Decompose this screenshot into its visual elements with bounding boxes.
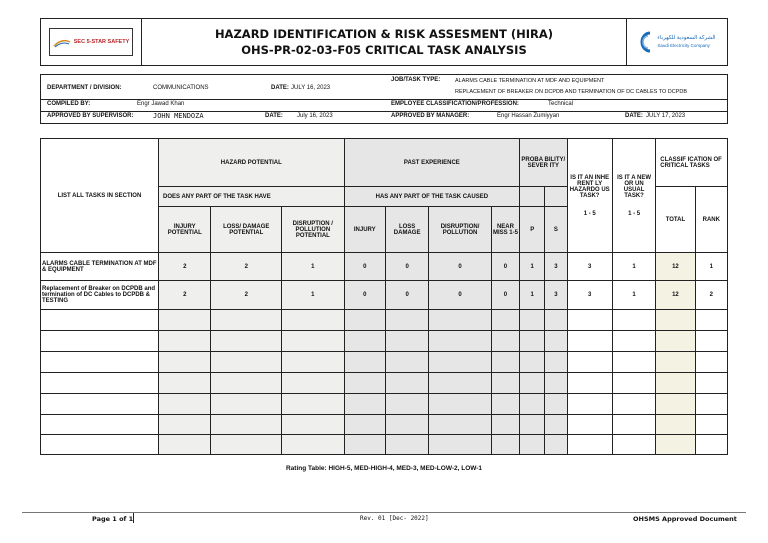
table-row-empty [41, 435, 728, 455]
manager-date-value: JULY 17, 2023 [646, 113, 686, 119]
document-header [40, 18, 728, 66]
table-row [41, 253, 728, 281]
cell-injury: 0 [344, 253, 385, 281]
page-number: Page 1 of 1 [92, 515, 134, 523]
revision-label: Rev. 01 [Dec- 2022] [360, 515, 429, 522]
rating-table-legend: Rating Table: HIGH-5, MED-HIGH-4, MED-3, MED-LOW-2, LOW-1 [285, 465, 483, 472]
cell-disruption-potential: 1 [282, 253, 345, 281]
footer-divider [22, 512, 746, 513]
supervisor-label: APPROVED BY SUPERVISOR: [47, 113, 134, 119]
header-past-experience: PAST EXPERIENCE [344, 139, 520, 187]
info-row-department [41, 75, 727, 100]
footer-separator [133, 513, 134, 523]
sec-company-logo-icon [638, 31, 654, 53]
cell-injury: 0 [344, 281, 385, 310]
company-name-arabic: الشركة السعودية للكهرباء [657, 35, 716, 41]
employee-classification-value: Technical [548, 101, 574, 107]
compiled-by-label: COMPILED BY: [47, 101, 91, 107]
task-name: ALARMS CABLE TERMINATION AT MDF & EQUIPMENT [41, 253, 159, 281]
cell-rank: 1 [695, 253, 727, 281]
task-info-block [40, 74, 728, 124]
cell-disruption: 0 [429, 281, 492, 310]
new-or-unusual-range: 1 - 5 [628, 210, 641, 217]
cell-new-unusual: 1 [612, 281, 655, 310]
header-inherently-hazardous [567, 139, 612, 253]
manager-value: Engr Hassan Zumiyyan [497, 113, 560, 119]
table-row [41, 281, 728, 310]
header-s: S [545, 207, 567, 253]
supervisor-date-label: DATE: [265, 113, 283, 119]
cell-inherent: 3 [567, 253, 612, 281]
cell-p: 1 [520, 253, 545, 281]
cell-disruption: 0 [429, 253, 492, 281]
cell-injury-potential: 2 [159, 281, 211, 310]
header-loss-damage-potential: LOSS/ DAMAGE POTENTIAL [211, 207, 282, 253]
info-row-approvals [41, 111, 727, 123]
star-swoosh-icon [53, 36, 71, 48]
manager-label: APPROVED BY MANAGER: [391, 113, 470, 119]
header-hazard-potential: HAZARD POTENTIAL [159, 139, 345, 187]
table-header-row-1 [41, 139, 728, 187]
table-row-empty [41, 352, 728, 373]
task-name: Replacement of Breaker on DCPDB and termination of DC Cables to DCPDB & TESTING [41, 281, 159, 310]
table-row-empty [41, 373, 728, 394]
cell-inherent: 3 [567, 281, 612, 310]
header-s-blank [545, 187, 567, 207]
cell-near-miss: 0 [491, 281, 519, 310]
company-name-english: Saudi Electricity Company [657, 43, 710, 48]
header-probability-severity: PROBA BILITY/ SEVER ITY [520, 139, 567, 187]
cell-new-unusual: 1 [612, 253, 655, 281]
header-loss-damage: LOSS DAMAGE [385, 207, 428, 253]
manager-date-label: DATE: [625, 113, 643, 119]
job-type-value-line2: REPLACEMENT OF BREAKER ON DCPDB AND TERMINATION OF DC CABLES TO DCPDB [455, 89, 688, 95]
header-injury: INJURY [344, 207, 385, 253]
inherently-hazardous-label: IS IT AN INHE RENT LY HAZARDO US TASK? [569, 174, 610, 199]
date-label: DATE: [271, 85, 289, 91]
table-row-empty [41, 331, 728, 352]
header-rank: RANK [695, 187, 727, 253]
cell-loss-damage: 0 [385, 281, 428, 310]
employee-classification-label: EMPLOYEE CLASSIFICATION/PROFESSION: [391, 101, 519, 107]
header-injury-potential: INJURY POTENTIAL [159, 207, 211, 253]
date-value: JULY 16, 2023 [291, 85, 331, 91]
cell-total: 12 [656, 281, 695, 310]
header-near-miss: NEAR MISS 1-5 [491, 207, 519, 253]
document-title: HAZARD IDENTIFICATION & RISK ASSESMENT (HIRA) [214, 27, 554, 41]
cell-injury-potential: 2 [159, 253, 211, 281]
header-disruption-pollution: DISRUPTION/ POLLUTION [429, 207, 492, 253]
header-has-any-part: HAS ANY PART OF THE TASK CAUSED [344, 187, 520, 207]
cell-rank: 2 [695, 281, 727, 310]
sec-5-star-safety-logo [49, 28, 133, 56]
header-list-all-tasks: LIST ALL TASKS IN SECTION [41, 139, 159, 253]
cell-loss-damage-potential: 2 [211, 253, 282, 281]
table-row-empty [41, 310, 728, 331]
header-disruption-potential: DISRUPTION / POLLUTION POTENTIAL [282, 207, 345, 253]
cell-total: 12 [656, 253, 695, 281]
department-label: DEPARTMENT / DIVISION: [47, 85, 122, 91]
inherently-hazardous-range: 1 - 5 [583, 210, 596, 217]
supervisor-date-value: July 16, 2023 [297, 113, 333, 119]
cell-loss-damage-potential: 2 [211, 281, 282, 310]
cell-disruption-potential: 1 [282, 281, 345, 310]
title-area [141, 19, 627, 65]
cell-s: 3 [545, 253, 567, 281]
job-type-value-line1: ALARMS CABLE TERMINATION AT MDF AND EQUIPMENT [455, 78, 605, 84]
supervisor-value: JOHN MENDOZA [153, 112, 204, 120]
critical-task-analysis-table [40, 138, 728, 455]
left-logo-cell [41, 19, 142, 65]
cell-p: 1 [520, 281, 545, 310]
left-logo-text: SEC 5-STAR SAFETY [73, 39, 130, 45]
header-new-or-unusual [612, 139, 655, 253]
header-p: P [520, 207, 545, 253]
new-or-unusual-label: IS IT A NEW OR UN USUAL TASK? [617, 174, 652, 199]
cell-near-miss: 0 [491, 253, 519, 281]
compiled-by-value: Engr Jawad Khan [137, 101, 185, 107]
document-subtitle: OHS-PR-02-03-F05 CRITICAL TASK ANALYSIS [241, 43, 527, 57]
cell-s: 3 [545, 281, 567, 310]
header-does-any-part: DOES ANY PART OF THE TASK HAVE [159, 187, 345, 207]
table-row-empty [41, 394, 728, 415]
header-p-blank [520, 187, 545, 207]
approved-document-label: OHSMS Approved Document [633, 515, 737, 523]
table-row-empty [41, 415, 728, 435]
header-total: TOTAL [656, 187, 695, 253]
right-logo-cell [626, 19, 727, 65]
cell-loss-damage: 0 [385, 253, 428, 281]
header-classification: CLASSIF ICATION OF CRITICAL TASKS [656, 139, 728, 187]
department-value: COMMUNICATIONS [153, 85, 209, 91]
job-type-label: JOB/TASK TYPE: [391, 77, 441, 83]
